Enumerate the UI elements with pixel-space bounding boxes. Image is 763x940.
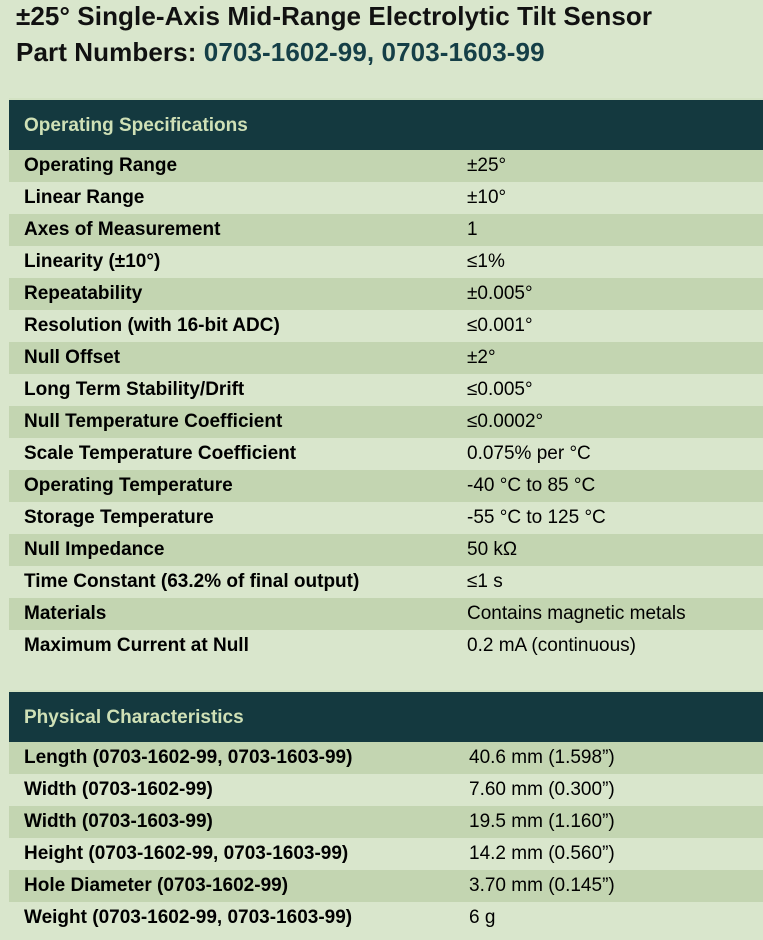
operating-specifications-table	[9, 98, 763, 662]
physical-row	[9, 774, 763, 806]
spec-value: ±2°	[467, 347, 496, 368]
spec-row	[9, 246, 763, 278]
spec-label: Operating Range	[24, 155, 178, 176]
physical-characteristics-header: Physical Characteristics	[9, 690, 763, 742]
spec-label: Linear Range	[24, 187, 145, 208]
spec-label: Materials	[24, 603, 107, 624]
spec-value: Contains magnetic metals	[467, 603, 686, 624]
spec-label: Null Temperature Coefficient	[24, 411, 283, 432]
page-title: ±25° Single-Axis Mid-Range Electrolytic Tilt Sensor	[16, 1, 653, 31]
physical-row	[9, 870, 763, 902]
spec-row	[9, 342, 763, 374]
spec-label: Axes of Measurement	[24, 219, 221, 240]
physical-value: 19.5 mm (1.160”)	[469, 811, 615, 832]
spec-row	[9, 598, 763, 630]
spec-label: Null Offset	[24, 347, 121, 368]
spec-value: ≤0.0002°	[467, 411, 544, 432]
spec-value: -40 °C to 85 °C	[467, 475, 596, 496]
spec-label: Resolution (with 16-bit ADC)	[24, 315, 280, 336]
spec-value: ±10°	[467, 187, 507, 208]
spec-row	[9, 438, 763, 470]
spec-label: Operating Temperature	[24, 475, 233, 496]
spec-label: Scale Temperature Coefficient	[24, 443, 297, 464]
physical-label: Width (0703-1603-99)	[24, 811, 213, 832]
spec-row	[9, 502, 763, 534]
part-numbers-prefix: Part Numbers:	[16, 37, 204, 67]
physical-row	[9, 838, 763, 870]
spec-value: ±0.005°	[467, 283, 533, 304]
spec-row	[9, 566, 763, 598]
spec-label: Time Constant (63.2% of final output)	[24, 571, 360, 592]
spec-row	[9, 182, 763, 214]
part-numbers-value: 0703-1602-99, 0703-1603-99	[203, 37, 545, 67]
spec-value: ≤1%	[467, 251, 505, 272]
spec-value: ≤0.005°	[467, 379, 533, 400]
document-title	[16, 0, 761, 70]
spec-label: Repeatability	[24, 283, 143, 304]
physical-label: Hole Diameter (0703-1602-99)	[24, 875, 289, 896]
physical-characteristics-table	[9, 690, 763, 934]
spec-row	[9, 278, 763, 310]
spec-label: Storage Temperature	[24, 507, 214, 528]
spec-value: 0.075% per °C	[467, 443, 591, 464]
spec-row	[9, 214, 763, 246]
part-numbers-line	[16, 34, 761, 70]
spec-value: ±25°	[467, 155, 507, 176]
spec-value: ≤0.001°	[467, 315, 533, 336]
physical-value: 14.2 mm (0.560”)	[469, 843, 615, 864]
spec-label: Maximum Current at Null	[24, 635, 249, 656]
operating-specifications-header: Operating Specifications	[9, 98, 763, 150]
physical-value: 6 g	[469, 907, 496, 928]
spec-value: ≤1 s	[467, 571, 503, 592]
spec-row	[9, 406, 763, 438]
physical-value: 40.6 mm (1.598”)	[469, 747, 615, 768]
spec-label: Linearity (±10°)	[24, 251, 161, 272]
physical-label: Height (0703-1602-99, 0703-1603-99)	[24, 843, 349, 864]
spec-value: 0.2 mA (continuous)	[467, 635, 636, 656]
spec-row	[9, 150, 763, 182]
spec-row	[9, 470, 763, 502]
spec-label: Null Impedance	[24, 539, 165, 560]
spec-row	[9, 374, 763, 406]
spec-value: -55 °C to 125 °C	[467, 507, 606, 528]
physical-row	[9, 806, 763, 838]
physical-row	[9, 902, 763, 934]
spec-label: Long Term Stability/Drift	[24, 379, 245, 400]
spec-row	[9, 310, 763, 342]
spec-value: 1	[467, 219, 478, 240]
physical-value: 3.70 mm (0.145”)	[469, 875, 615, 896]
physical-row	[9, 742, 763, 774]
spec-row	[9, 630, 763, 662]
physical-label: Weight (0703-1602-99, 0703-1603-99)	[24, 907, 353, 928]
spec-value: 50 kΩ	[467, 539, 518, 560]
physical-value: 7.60 mm (0.300”)	[469, 779, 615, 800]
spec-row	[9, 534, 763, 566]
physical-label: Length (0703-1602-99, 0703-1603-99)	[24, 747, 353, 768]
physical-label: Width (0703-1602-99)	[24, 779, 213, 800]
